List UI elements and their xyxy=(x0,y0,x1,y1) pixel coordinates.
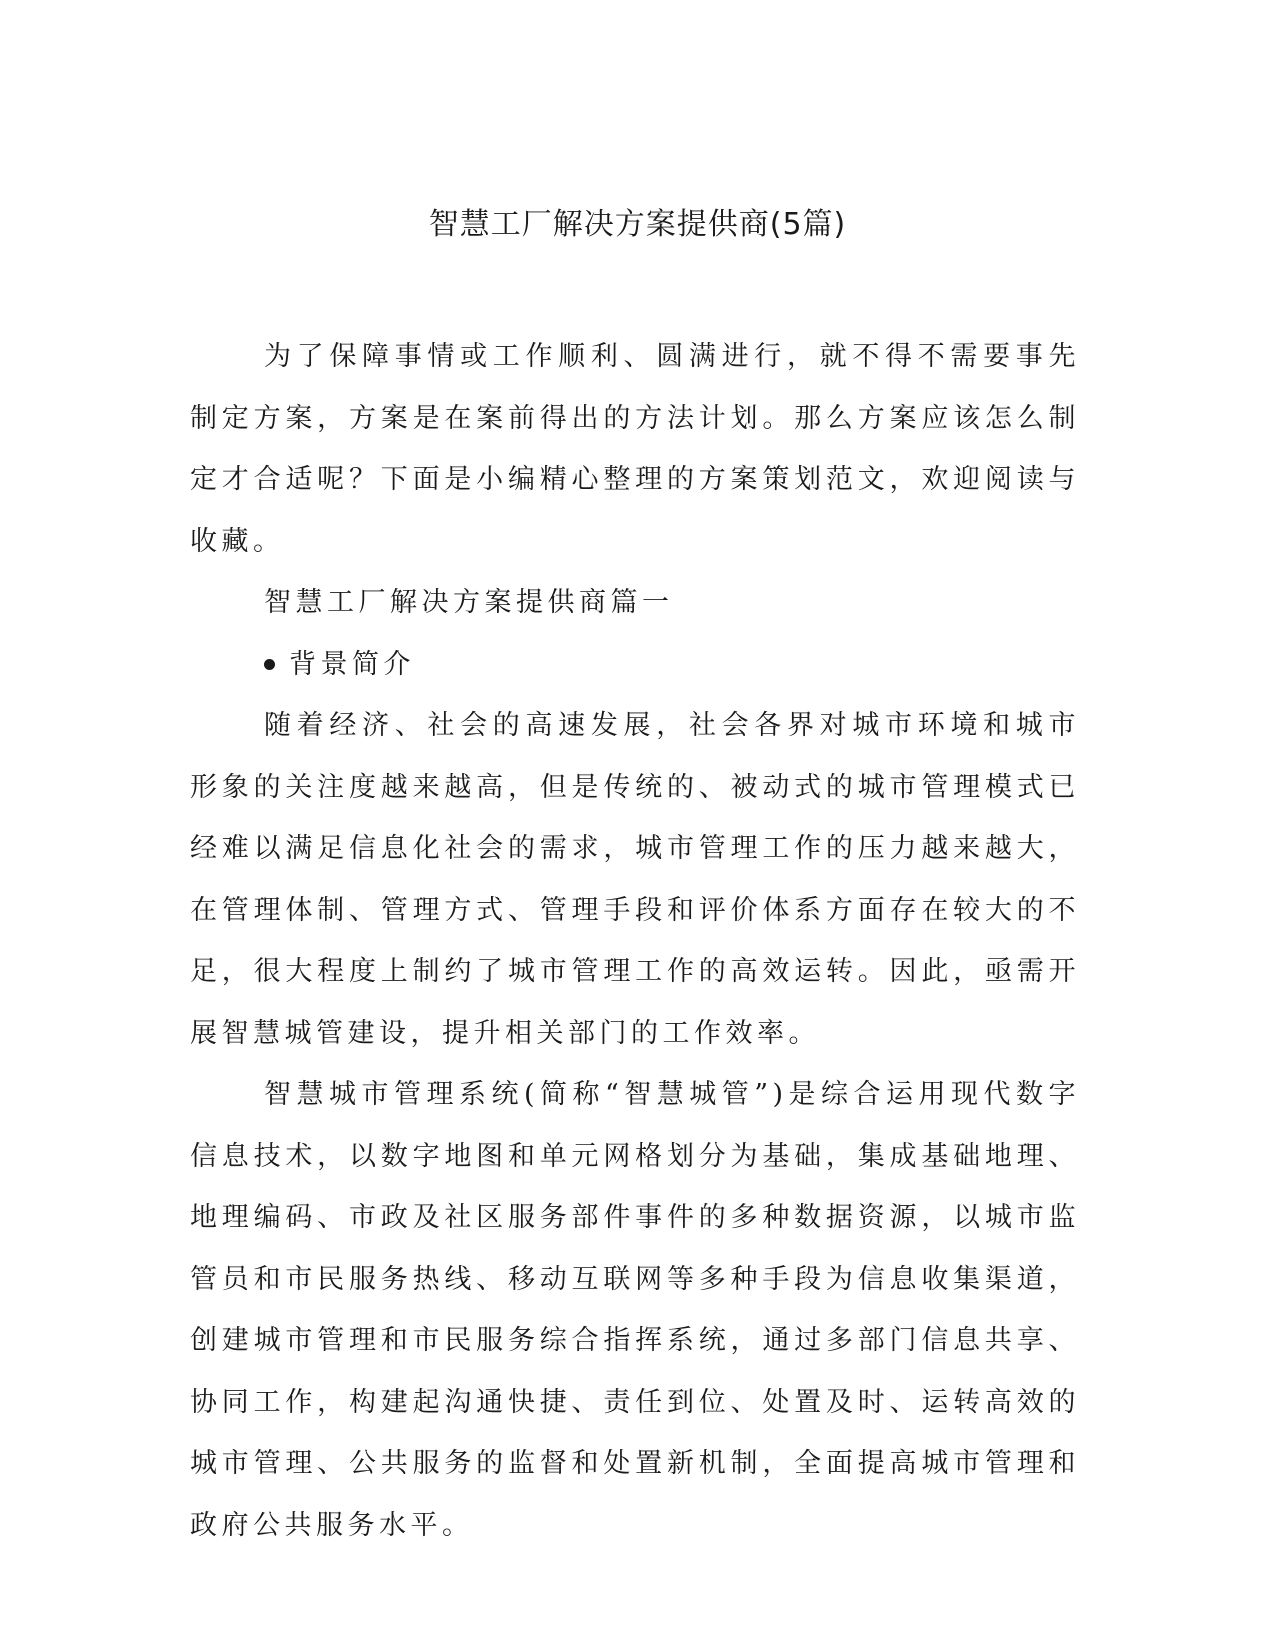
document-body xyxy=(190,326,1080,1556)
document-title: 智慧工厂解决方案提供商(5篇) xyxy=(428,207,847,242)
bullet-dot-icon xyxy=(264,659,275,670)
section-heading: 智慧工厂解决方案提供商篇一 xyxy=(264,587,674,618)
body-paragraph-2: 智慧城市管理系统(简称“智慧城管”)是综合运用现代数字信息技术，以数字地图和单元网格划分为基础，集成基础地理、地理编码、市政及社区服务部件事件的多种数据资源，以城市监管员和市民服务热线、移动互联网等多种手段为信息收集渠道，创建城市管理和市民服务综合指挥系统，通过多部门信息共享、协同工作，构建起沟通快捷、责任到位、处置及时、运转高效的城市管理、公共服务的监督和处置新机制，全面提高城市管理和政府公共服务水平。 xyxy=(190,1079,1080,1541)
bullet-label: 背景简介 xyxy=(289,648,415,680)
bullet-item xyxy=(190,634,1080,696)
body-paragraph-1: 随着经济、社会的高速发展，社会各界对城市环境和城市形象的关注度越来越高，但是传统的、被动式的城市管理模式已经难以满足信息化社会的需求，城市管理工作的压力越来越大，在管理体制、管理方式、管理手段和评价体系方面存在较大的不足，很大程度上制约了城市管理工作的高效运转。因此，亟需开展智慧城管建设，提升相关部门的工作效率。 xyxy=(190,710,1080,1049)
intro-paragraph: 为了保障事情或工作顺利、圆满进行，就不得不需要事先制定方案，方案是在案前得出的方法计划。那么方案应该怎么制定才合适呢？下面是小编精心整理的方案策划范文，欢迎阅读与收藏。 xyxy=(190,341,1080,557)
